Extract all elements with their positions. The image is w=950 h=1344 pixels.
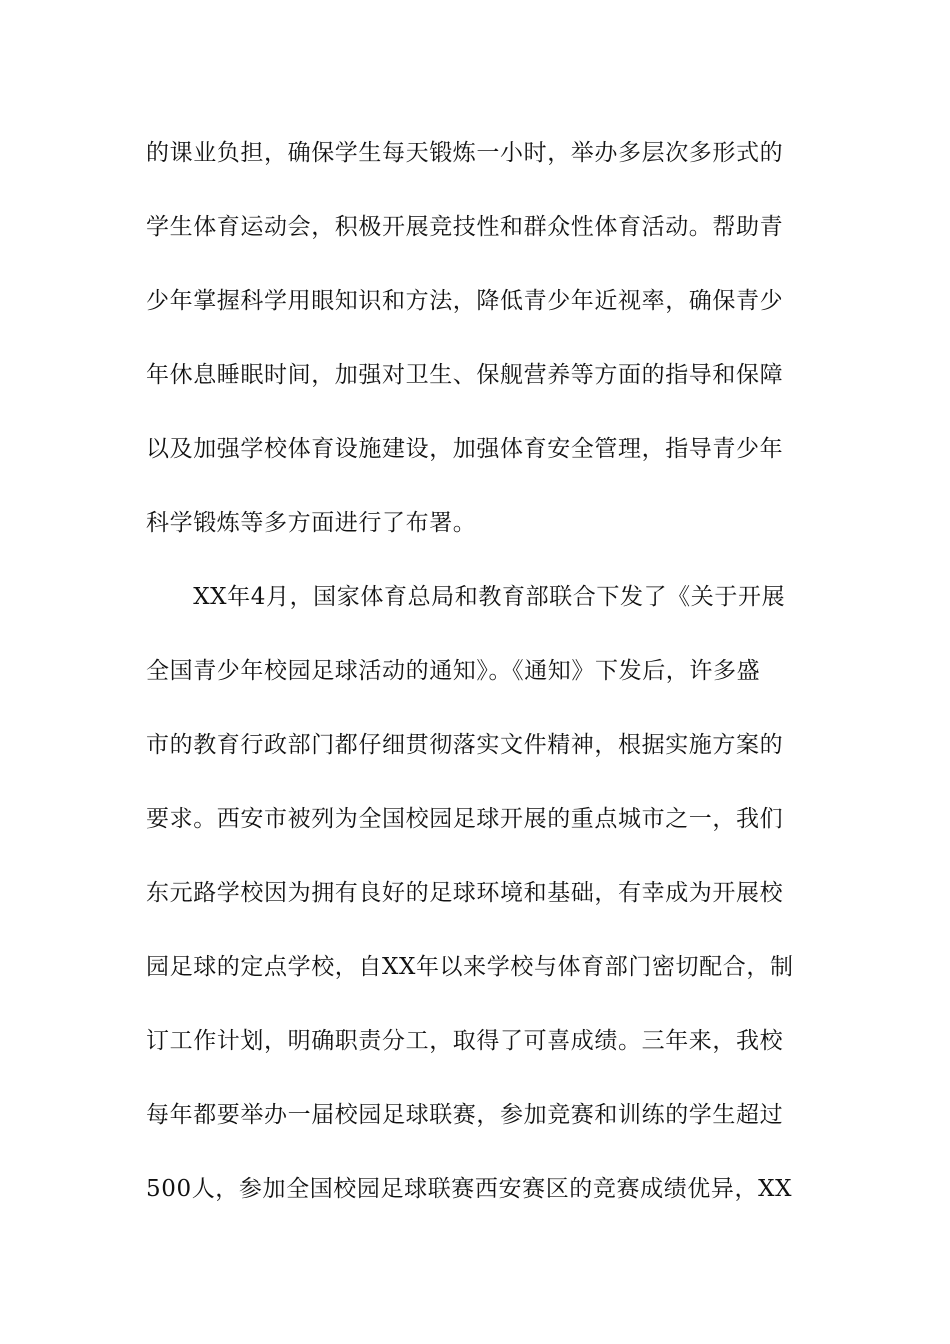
text-line: 500人，参加全国校园足球联赛西安赛区的竞赛成绩优异，XX: [146, 1176, 793, 1202]
text-line: 全国青少年校园足球活动的通知》。《通知》下发后，许多盛: [146, 658, 761, 684]
text-line: 每年都要举办一届校园足球联赛，参加竞赛和训练的学生超过: [146, 1102, 784, 1128]
text-line: 少年掌握科学用眼知识和方法，降低青少年近视率，确保青少: [146, 288, 784, 314]
body-text: [146, 130, 816, 1240]
text-line: XX年4月，国家体育总局和教育部联合下发了《关于开展: [146, 584, 786, 610]
text-line: 学生体育运动会，积极开展竞技性和群众性体育活动。帮助青: [146, 214, 784, 240]
text-line: 订工作计划，明确职责分工，取得了可喜成绩。三年来，我校: [146, 1028, 784, 1054]
text-line: 以及加强学校体育设施建设，加强体育安全管理，指导青少年: [146, 436, 784, 462]
text-line: 的课业负担，确保学生每天锻炼一小时，举办多层次多形式的: [146, 140, 784, 166]
text-line: 东元路学校因为拥有良好的足球环境和基础，有幸成为开展校: [146, 880, 784, 906]
text-line: 园足球的定点学校，自XX年以来学校与体育部门密切配合，制: [146, 954, 794, 980]
text-line: 要求。西安市被列为全国校园足球开展的重点城市之一，我们: [146, 806, 784, 832]
text-line: 市的教育行政部门都仔细贯彻落实文件精神，根据实施方案的: [146, 732, 784, 758]
text-line: 科学锻炼等多方面进行了布署。: [146, 510, 477, 536]
text-line: 年休息睡眠时间，加强对卫生、保舰营养等方面的指导和保障: [146, 362, 784, 388]
